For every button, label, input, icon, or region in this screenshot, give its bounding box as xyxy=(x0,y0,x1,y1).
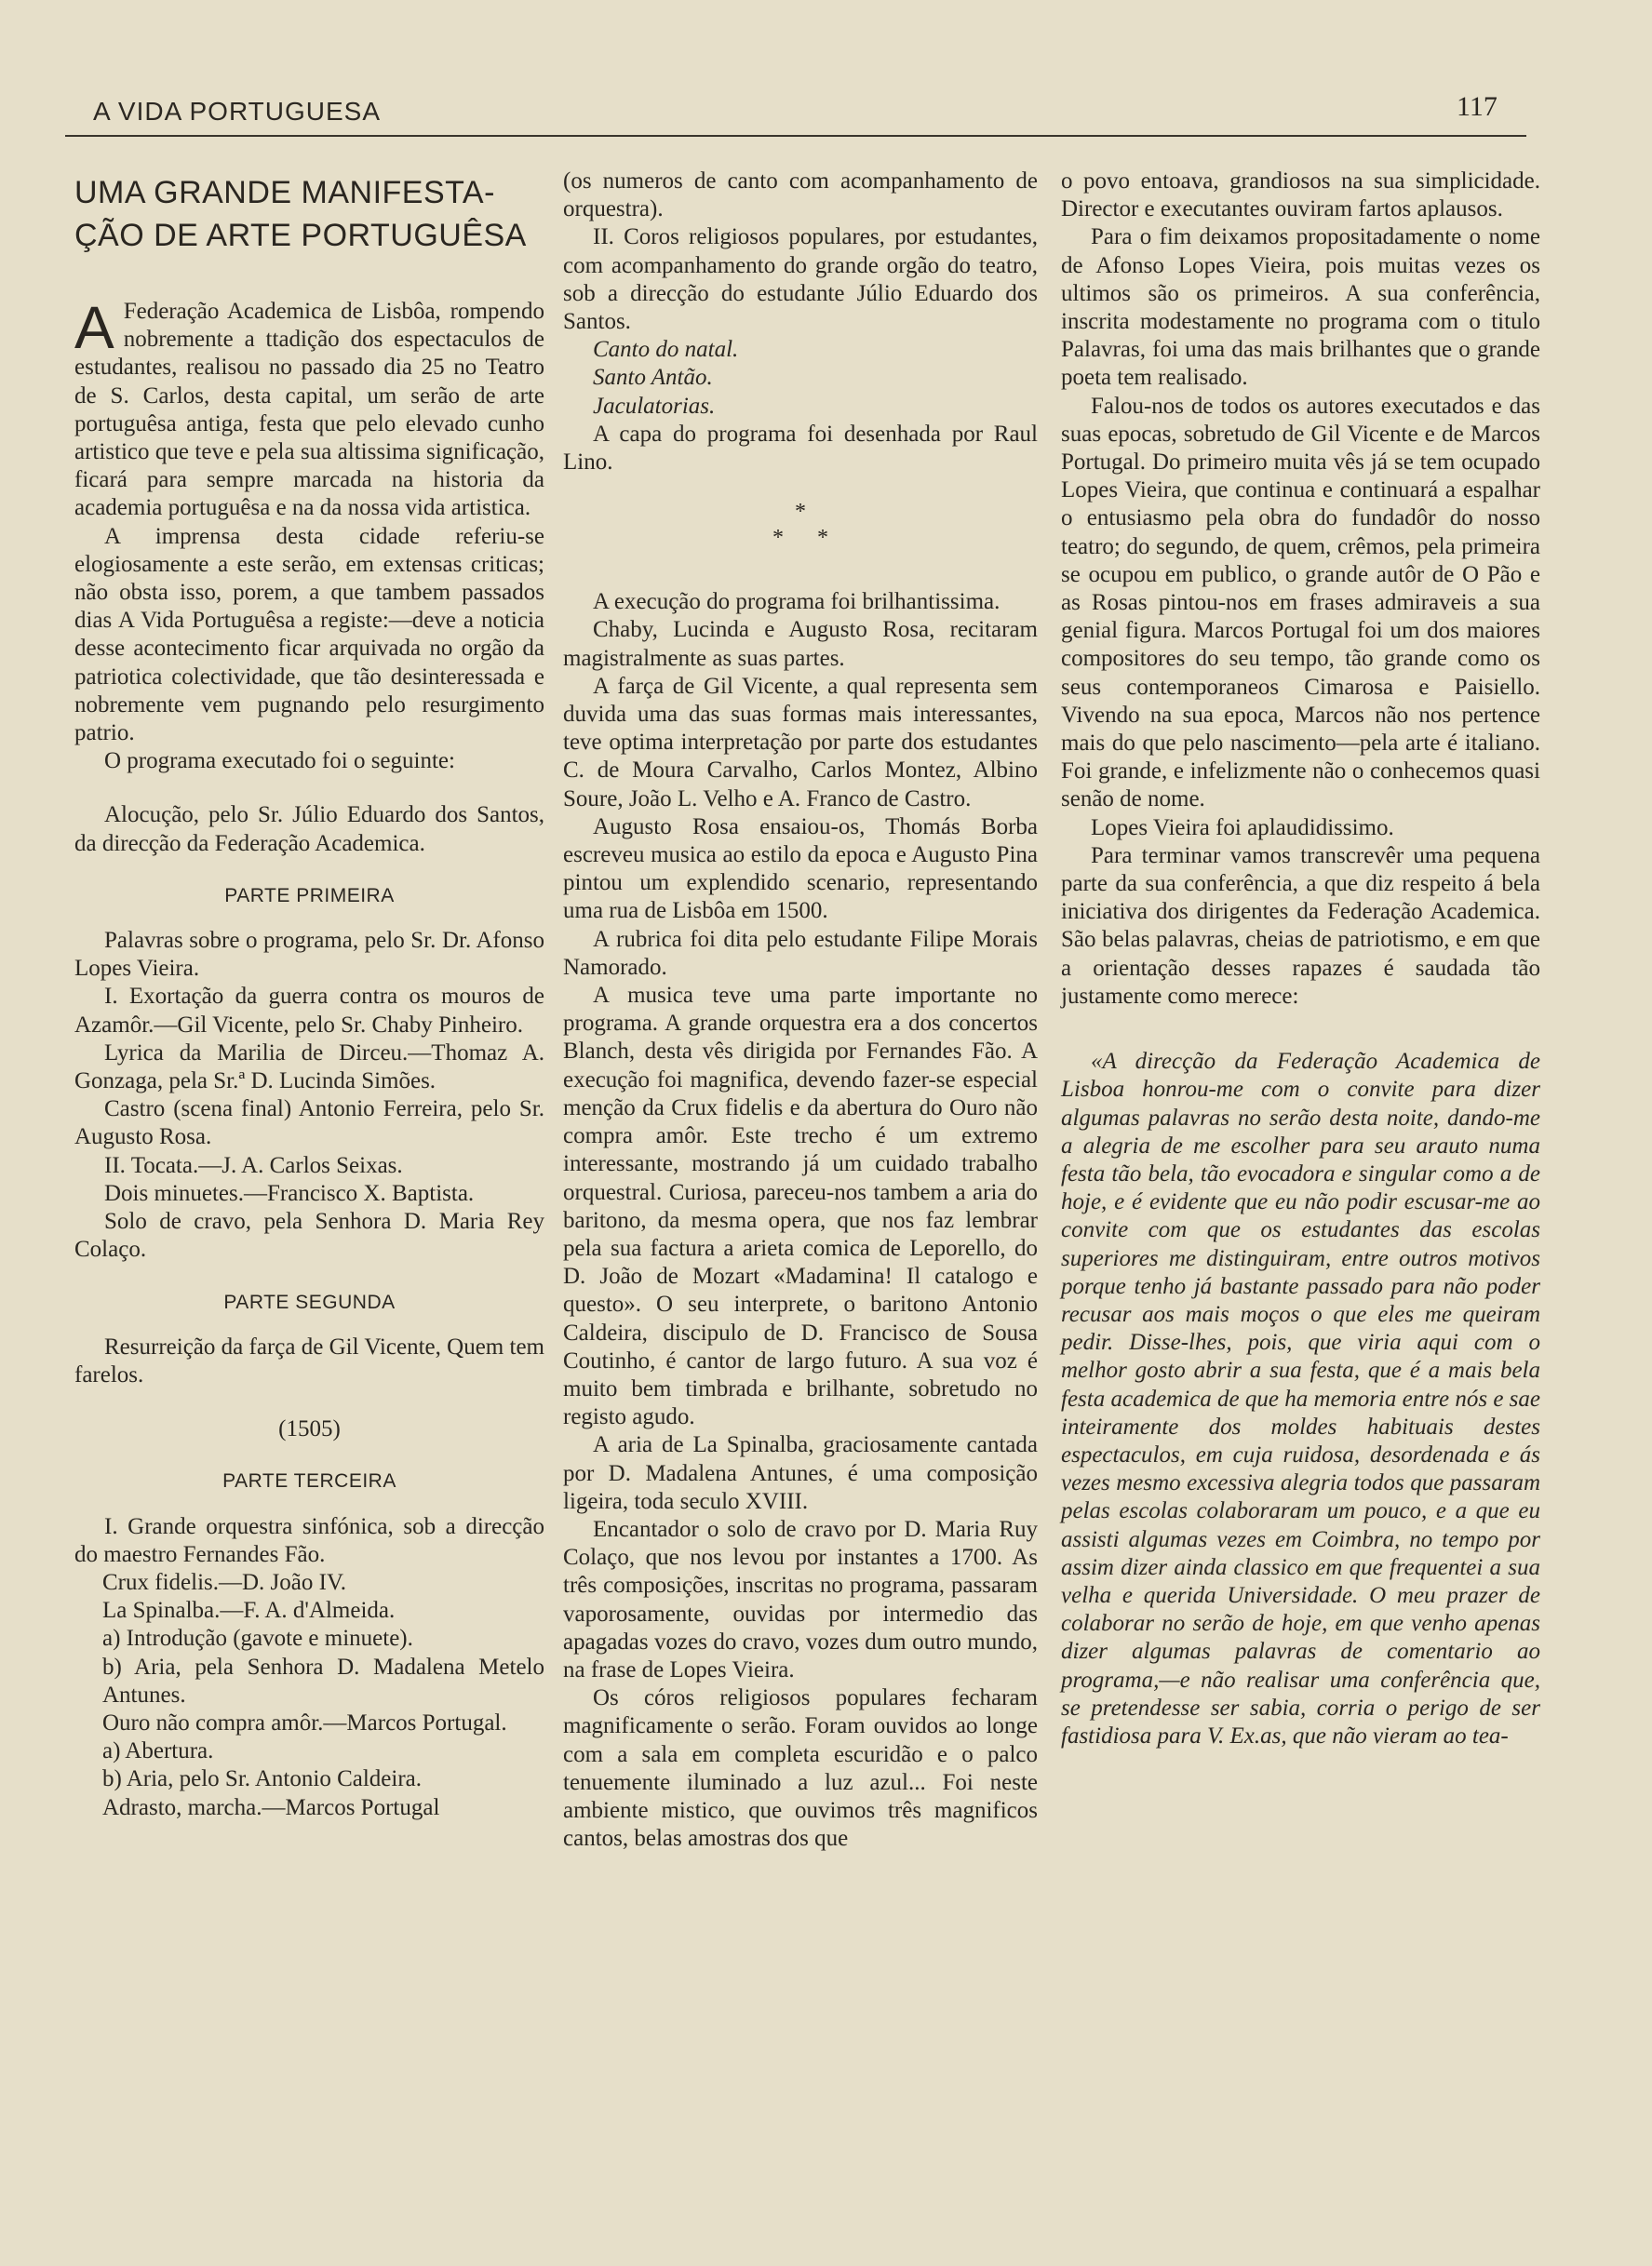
program-item: Lyrica da Marilia de Dirceu.—Thomaz A. Gonzaga, pela Sr.ª D. Lucinda Simões. xyxy=(74,1039,544,1094)
asterism-divider xyxy=(563,499,1038,551)
program-item: Jaculatorias. xyxy=(593,393,716,419)
paragraph: A aria de La Spinalba, graciosamente cantada por D. Madalena Antunes, é uma composição ligeira, toda seculo XVIII. xyxy=(563,1432,1038,1514)
lead-paragraph xyxy=(74,294,544,523)
paragraph: Chaby, Lucinda e Augusto Rosa, recitaram magistralmente as suas partes. xyxy=(563,617,1038,671)
program-item: Resurreição da farça de Gil Vicente, Quem tem farelos. xyxy=(74,1334,544,1388)
paragraph: II. Coros religiosos populares, por estudantes, com acompanhamento do grande orgão do teatro, sob a direcção do estudante Júlio Eduardo dos Santos. xyxy=(563,224,1038,335)
column-3 xyxy=(1061,168,1540,1750)
paragraph: o povo entoava, grandiosos na sua simplicidade. Director e executantes ouviram fartos aplausos. xyxy=(1061,168,1540,222)
program-item: Canto do natal. xyxy=(593,337,739,363)
program-item: a) Abertura. xyxy=(102,1738,214,1764)
paragraph: A farça de Gil Vicente, a qual representa sem duvida uma das suas formas mais interessantes, teve optima interpretação por parte dos estudantes C. de Moura Carvalho, Carlos Montez, Albino Soure, João L. Velho e A. Franco de Castro. xyxy=(563,673,1038,811)
article-title: UMA GRANDE MANIFESTA-ÇÃO DE ARTE PORTUGUÊSA xyxy=(74,175,527,253)
paragraph: (os numeros de canto com acompanhamento de orquestra). xyxy=(563,168,1038,222)
quotation: «A direcção da Federação Academica de Lisboa honrou-me com o convite para dizer algumas palavras no serão desta noite, dando-me a alegria de me escolher para seu arauto numa festa tão bela, tão evocadora e singular como a de hoje, e é evidente que eu não podir escusar-me ao convite com que os estudantes das escolas superiores me distinguiram, entre outros motivos porque tenho já bastante passado para não poder recusar aos mais moços o que eles me queiram pedir. Disse-lhes, pois, que viria aqui com o melhor gosto abrir a sua festa, que é a mais bela festa academica de que ha memoria entre nós e sae inteiramente dos moldes habituais destes espectaculos, em cuja ruidosa, desordenada e ás vezes mesmo excessiva alegria todos que passaram pelas escolas colaboraram um pouco, e a que eu assisti algumas vezes em Coimbra, no tempo por assim dizer ainda classico em que frequentei a sua velha e querida Universidade. O meu prazer de colaborar no serão de hoje, em que venho apenas dizer algumas palavras de comentario ao programa,—e não realisar uma conferência que, se pretendesse ser sabia, corria o perigo de ser fastidiosa para V. Ex.as, que não vieram ao tea- xyxy=(1061,1049,1540,1749)
paragraph: Lopes Vieira foi aplaudidissimo. xyxy=(1091,814,1394,840)
program-item: Adrasto, marcha.—Marcos Portugal xyxy=(102,1794,440,1820)
running-head: A VIDA PORTUGUESA xyxy=(93,97,382,126)
program-item: Ouro não compra amôr.—Marcos Portugal. xyxy=(102,1710,507,1736)
section-heading: PARTE SEGUNDA xyxy=(223,1291,396,1313)
column-1 xyxy=(74,168,544,1822)
asterism-bottom: * * xyxy=(772,526,828,551)
section-heading: PARTE TERCEIRA xyxy=(222,1470,396,1493)
program-item: Santo Antão. xyxy=(593,365,713,391)
page-number: 117 xyxy=(1457,91,1498,122)
lead-text: Federação Academica de Lisbôa, rompendo nobremente a ttadição dos espectaculos de estudantes, realisou no passado dia 25 no Teatro de S. Carlos, desta capital, um serão de arte portuguêsa antiga, festa que pelo elevado cunho artistico que teve e pela sua altissima significação, ficará para sempre marcada na historia da academia portuguêsa e na da nossa vida artistica. xyxy=(74,299,544,521)
paragraph: Encantador o solo de cravo por D. Maria Ruy Colaço, que nos levou por instantes a 1700. As três composições, inscritas no programa, passaram vaporosamente, ouvidas por intermedio das apagadas vozes do cravo, vozes dum outro mundo, na frase de Lopes Vieira. xyxy=(563,1516,1038,1683)
paragraph: Para o fim deixamos propositadamente o nome de Afonso Lopes Vieira, pois muitas vezes os ultimos são os primeiros. A sua conferência, inscrita modestamente no programa com o titulo Palavras, foi uma das mais brilhantes que o grande poeta tem realisado. xyxy=(1061,224,1540,391)
program-item: Castro (scena final) Antonio Ferreira, pelo Sr. Augusto Rosa. xyxy=(74,1096,544,1150)
drop-cap: A xyxy=(74,294,114,361)
paragraph: Falou-nos de todos os autores executados e das suas epocas, sobretudo de Gil Vicente e de Marcos Portugal. Do primeiro muita vês já se tem ocupado Lopes Vieira, que continua e continuará a espalhar o entusiasmo pela obra do fundadôr do nosso teatro; do segundo, de quem, crêmos, pela primeira se ocupou em publico, o grande autôr de O Pão e as Rosas pintou-nos em frases admiraveis a sua genial figura. Marcos Portugal foi um dos maiores compositores do seu tempo, tão grande como os seus contemporaneos Cimarosa e Paisiello. Vivendo na sua epoca, Marcos não nos pertence mais do que pelo nascimento—pela arte é italiano. Foi grande, e infelizmente não o conhecemos quasi senão de nome. xyxy=(1061,393,1540,812)
paragraph: Para terminar vamos transcrevêr uma pequena parte da sua conferência, a que diz respeito á bela iniciativa dos dirigentes da Federação Academica. São belas palavras, cheias de patriotismo, e em que a orientação desses rapazes é saudada tão justamente como merece: xyxy=(1061,842,1540,1009)
asterism-top: * xyxy=(795,500,806,525)
column-2 xyxy=(563,168,1038,1853)
header-rule xyxy=(65,135,1526,137)
paragraph: O programa executado foi o seguinte: xyxy=(104,748,455,774)
program-item: Palavras sobre o programa, pelo Sr. Dr. Afonso Lopes Vieira. xyxy=(74,928,544,982)
program-item: Alocução, pelo Sr. Júlio Eduardo dos Santos, da direcção da Federação Academica. xyxy=(74,802,544,856)
program-item: Crux fidelis.—D. João IV. xyxy=(102,1569,347,1595)
program-item: I. Exortação da guerra contra os mouros de Azamôr.—Gil Vicente, pelo Sr. Chaby Pinheiro. xyxy=(74,984,544,1038)
program-item: I. Grande orquestra sinfónica, sob a direcção do maestro Fernandes Fão. xyxy=(74,1513,544,1567)
program-date: (1505) xyxy=(278,1416,341,1442)
program-item: Solo de cravo, pela Senhora D. Maria Rey Colaço. xyxy=(74,1209,544,1263)
program-item: a) Introdução (gavote e minuete). xyxy=(102,1626,413,1652)
program-item: Dois minuetes.—Francisco X. Baptista. xyxy=(104,1180,475,1206)
program-item: b) Aria, pela Senhora D. Madalena Metelo Antunes. xyxy=(102,1654,544,1708)
program-item: II. Tocata.—J. A. Carlos Seixas. xyxy=(104,1152,403,1178)
section-heading: PARTE PRIMEIRA xyxy=(224,884,395,906)
paragraph: Os córos religiosos populares fecharam magnificamente o serão. Foram ouvidos ao longe com a sala em completa escuridão e o palco tenuemente iluminado a luz azul... Foi neste ambiente mistico, que ouvimos três magnificos cantos, belas amostras dos que xyxy=(563,1685,1038,1852)
paragraph: A execução do programa foi brilhantissima. xyxy=(593,589,1001,615)
program-item: b) Aria, pelo Sr. Antonio Caldeira. xyxy=(102,1766,423,1792)
paragraph: A rubrica foi dita pelo estudante Filipe Morais Namorado. xyxy=(563,926,1038,980)
paragraph: A imprensa desta cidade referiu-se elogiosamente a este serão, em extensas criticas; não obsta isso, porem, a que tambem passados dias A Vida Portuguêsa a registe:—deve a noticia desse acontecimento ficar arquivada no orgão da patriotica colectividade, que tão desinteressada e nobremente vem pugnando pelo resurgimento patrio. xyxy=(74,523,544,746)
paragraph: A capa do programa foi desenhada por Raul Lino. xyxy=(563,421,1038,476)
paragraph: A musica teve uma parte importante no programa. A grande orquestra era a dos concertos Blanch, desta vês dirigida por Fernandes Fão. A execução foi magnifica, devendo fazer-se especial menção da Crux fidelis e da abertura do Ouro não compra amôr. Este trecho é um extremo interessante, mostrando já um cuidado trabalho orquestral. Curiosa, pareceu-nos tambem a aria do baritono, da mesma opera, que nos faz lembrar pela sua factura a arieta comica de Leporello, do D. João de Mozart «Madamina! Il catalogo e questo». O seu interprete, o baritono Antonio Caldeira, discipulo de D. Francisco de Sousa Coutinho, é cantor de largo futuro. A sua voz é muito bem timbrada e brilhante, sobretudo no registo agudo. xyxy=(563,983,1038,1430)
program-item: La Spinalba.—F. A. d'Almeida. xyxy=(102,1598,396,1624)
paragraph: Augusto Rosa ensaiou-os, Thomás Borba escreveu musica ao estilo da epoca e Augusto Pina pintou um explendido scenario, representando uma rua de Lisbôa em 1500. xyxy=(563,813,1038,924)
